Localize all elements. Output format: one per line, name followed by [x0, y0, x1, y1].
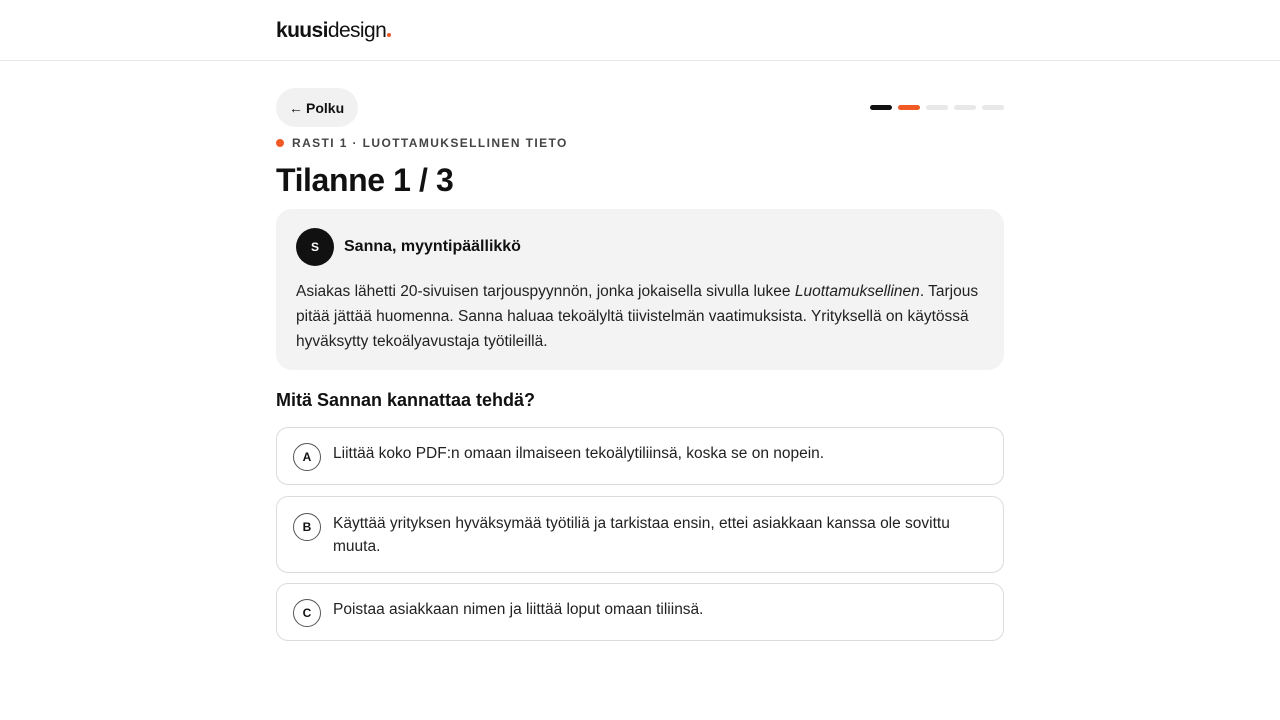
- answer-option-a[interactable]: [276, 427, 1004, 485]
- avatar: S: [296, 228, 334, 266]
- option-text: Poistaa asiakkaan nimen ja liittää loput omaan tiliinsä.: [333, 601, 704, 618]
- kicker-label: RASTI 1 · LUOTTAMUKSELLINEN TIETO: [292, 136, 568, 150]
- answer-option-b[interactable]: [276, 496, 1004, 573]
- progress-segment-todo: [954, 105, 976, 110]
- page-title: Tilanne 1 / 3: [276, 162, 454, 198]
- option-text: Liittää koko PDF:n omaan ilmaiseen tekoälytiliinsä, koska se on nopein.: [333, 445, 825, 462]
- kicker-dot-icon: [276, 139, 284, 147]
- scenario-card: [276, 209, 1004, 370]
- section-kicker: [276, 136, 568, 150]
- brand-logo-light: design: [327, 19, 387, 42]
- scenario-text-part: . Tarjous pitää jättää huomenna. Sanna haluaa tekoälyltä tiivistelmän vaatimuksista. Yrityksellä on käytössä hyväksytty tekoälyavustaja työtileillä.: [296, 283, 979, 350]
- brand-logo-bold: kuusi: [276, 19, 328, 42]
- speaker: [296, 228, 984, 266]
- arrow-left-icon: ←: [289, 99, 303, 116]
- progress-segment-done: [870, 105, 892, 110]
- progress-segment-current: [898, 105, 920, 110]
- back-button[interactable]: [276, 88, 358, 127]
- scenario-text-part: Asiakas lähetti 20-sivuisen tarjouspyynnön, jonka jokaisella sivulla lukee: [296, 283, 795, 300]
- scenario-text: [296, 279, 984, 354]
- brand-dot-icon: [387, 33, 391, 37]
- brand-logo[interactable]: [276, 19, 391, 43]
- progress-segment-todo: [926, 105, 948, 110]
- top-bar: [0, 0, 1280, 61]
- speaker-name: Sanna, myyntipäällikkö: [344, 238, 521, 255]
- progress-indicator: [870, 105, 1004, 110]
- question-heading: Mitä Sannan kannattaa tehdä?: [276, 390, 536, 410]
- answer-option-c[interactable]: [276, 583, 1004, 641]
- option-letter-badge: B: [293, 513, 321, 541]
- progress-segment-todo: [982, 105, 1004, 110]
- option-text: Käyttää yrityksen hyväksymää työtiliä ja tarkistaa ensin, ettei asiakkaan kanssa ole sovittu muuta.: [333, 515, 950, 555]
- option-letter-badge: C: [293, 599, 321, 627]
- option-letter-badge: A: [293, 443, 321, 471]
- back-button-label: Polku: [306, 99, 345, 116]
- scenario-text-emphasis: Luottamuksellinen: [794, 283, 920, 300]
